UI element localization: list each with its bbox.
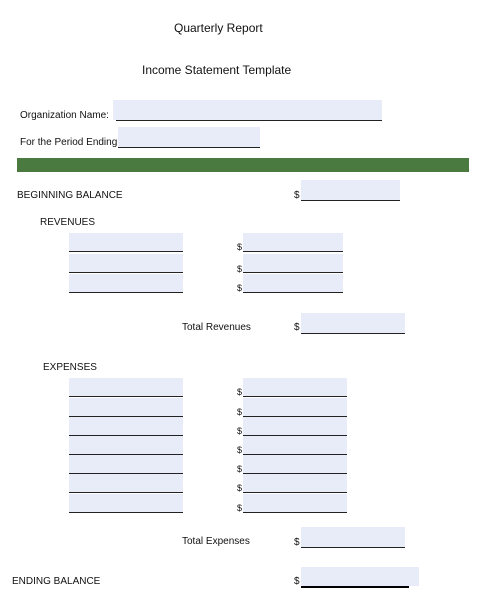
beginning-balance-field[interactable] [301, 180, 400, 200]
expense-name-field[interactable] [69, 398, 183, 416]
revenue-amount-field[interactable] [243, 274, 343, 292]
expense-name-field[interactable] [69, 378, 183, 396]
revenue-currency: $ [237, 242, 243, 252]
total-revenues-label: Total Revenues [182, 322, 251, 333]
revenue-name-underline [69, 292, 183, 293]
expense-name-field[interactable] [69, 436, 183, 454]
organization-name-field[interactable] [113, 100, 382, 120]
ending-balance-underline [301, 586, 409, 588]
total-expenses-label: Total Expenses [182, 536, 250, 547]
expense-amount-field[interactable] [243, 378, 347, 396]
expense-amount-underline [243, 512, 347, 513]
revenue-amount-field[interactable] [243, 233, 343, 251]
expense-amount-field[interactable] [243, 474, 347, 492]
report-title: Quarterly Report [174, 21, 263, 35]
revenue-currency: $ [237, 264, 243, 274]
expense-currency: $ [237, 503, 243, 513]
expense-amount-field[interactable] [243, 455, 347, 473]
beginning-balance-currency: $ [294, 190, 300, 201]
beginning-balance-underline [301, 200, 400, 201]
ending-balance-field[interactable] [301, 567, 419, 586]
expense-amount-field[interactable] [243, 494, 347, 512]
expense-name-field[interactable] [69, 474, 183, 492]
expense-amount-underline [243, 396, 347, 397]
period-ending-label: For the Period Ending [20, 137, 118, 148]
expense-amount-field[interactable] [243, 398, 347, 416]
total-expenses-underline [301, 547, 405, 548]
revenues-heading: REVENUES [40, 217, 96, 228]
beginning-balance-label: BEGINNING BALANCE [17, 190, 123, 201]
organization-label: Organization Name: [20, 110, 109, 121]
expense-name-field[interactable] [69, 417, 183, 435]
expense-amount-underline [243, 492, 347, 493]
expense-currency: $ [237, 387, 243, 397]
revenue-name-underline [69, 272, 183, 273]
organization-underline [116, 120, 382, 121]
total-expenses-field[interactable] [301, 527, 405, 547]
expense-name-underline [69, 396, 183, 397]
expense-currency: $ [237, 407, 243, 417]
total-revenues-currency: $ [294, 322, 300, 333]
expenses-heading: EXPENSES [43, 362, 97, 373]
expense-currency: $ [237, 464, 243, 474]
revenue-amount-underline [243, 251, 343, 252]
expense-currency: $ [237, 445, 243, 455]
expense-name-underline [69, 492, 183, 493]
revenue-currency: $ [237, 283, 243, 293]
ending-balance-currency: $ [294, 576, 300, 587]
section-divider-bar [17, 158, 469, 172]
expense-name-field[interactable] [69, 494, 183, 512]
revenue-name-underline [69, 251, 183, 252]
revenue-name-field[interactable] [69, 254, 183, 272]
expense-amount-field[interactable] [243, 417, 347, 435]
total-expenses-currency: $ [294, 537, 300, 548]
revenue-amount-underline [243, 292, 343, 293]
revenue-amount-underline [243, 272, 343, 273]
total-revenues-underline [301, 333, 405, 334]
expense-name-field[interactable] [69, 455, 183, 473]
revenue-name-field[interactable] [69, 274, 183, 292]
expense-currency: $ [237, 483, 243, 493]
revenue-amount-field[interactable] [243, 254, 343, 272]
ending-balance-label: ENDING BALANCE [12, 576, 101, 587]
expense-name-underline [69, 512, 183, 513]
period-ending-underline [118, 147, 260, 148]
expense-amount-field[interactable] [243, 436, 347, 454]
revenue-name-field[interactable] [69, 233, 183, 251]
period-ending-field[interactable] [118, 127, 260, 147]
expense-currency: $ [237, 426, 243, 436]
report-subtitle: Income Statement Template [142, 63, 292, 77]
total-revenues-field[interactable] [301, 313, 405, 333]
